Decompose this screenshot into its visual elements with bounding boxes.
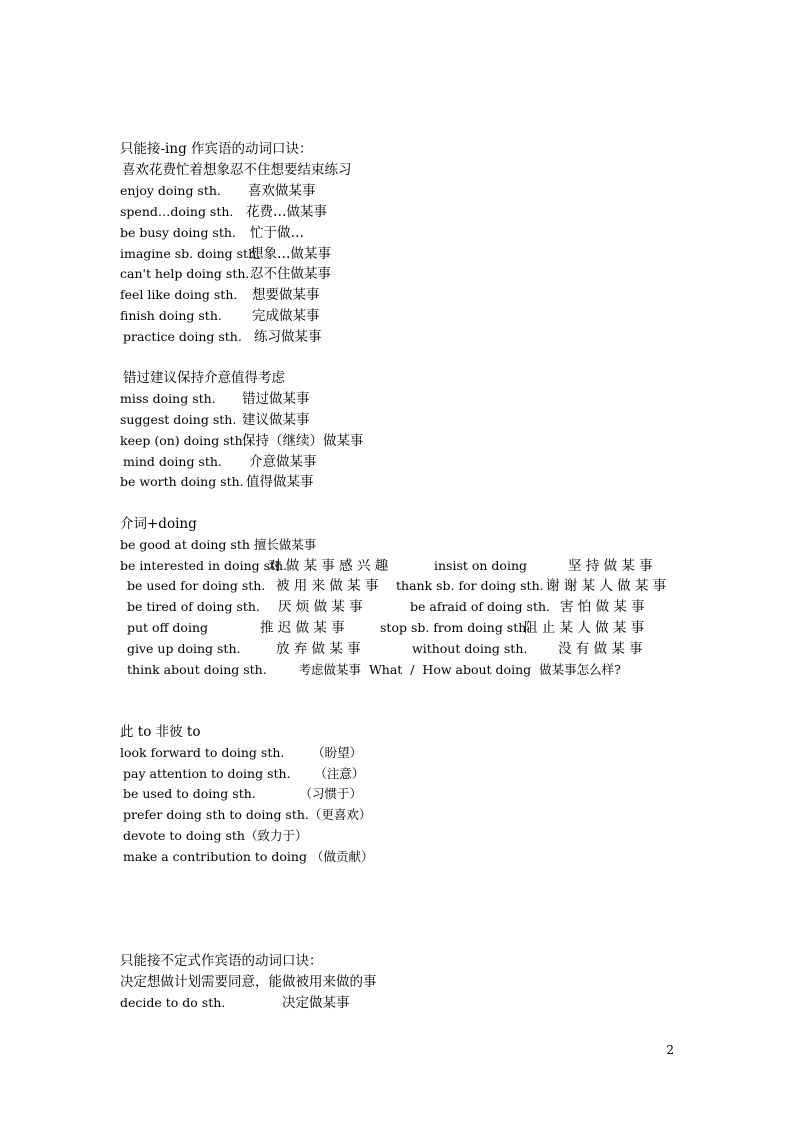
list-item: be used for doing sth. bbox=[127, 578, 266, 593]
list-item-translation: 想象…做某事 bbox=[250, 246, 331, 262]
list-item: prefer doing sth to doing sth.（更喜欢） bbox=[123, 807, 372, 822]
list-item-translation: 被 用 来 做 某 事 bbox=[276, 578, 379, 594]
list-item: decide to do sth. bbox=[120, 995, 226, 1010]
list-item: mind doing sth. bbox=[123, 454, 222, 469]
list-item-translation: 对 做 某 事 感 兴 趣 bbox=[268, 558, 389, 574]
list-item: enjoy doing sth. bbox=[120, 183, 221, 198]
list-item: be good at doing sth 擅长做某事 bbox=[120, 537, 317, 552]
list-item: put off doing bbox=[127, 620, 209, 635]
list-item: imagine sb. doing sth. bbox=[120, 246, 261, 261]
list-item-translation: 决定做某事 bbox=[282, 995, 350, 1011]
list-item: feel like doing sth. bbox=[120, 287, 238, 302]
list-item-translation: 没 有 做 某 事 bbox=[558, 641, 643, 657]
list-item: can't help doing sth. bbox=[120, 266, 250, 281]
list-item: without doing sth. bbox=[412, 641, 528, 656]
list-item-translation: 谢 谢 某 人 做 某 事 bbox=[546, 578, 667, 594]
mnemonic: 错过建议保持介意值得考虑 bbox=[123, 370, 285, 386]
list-item-translation: 厌 烦 做 某 事 bbox=[278, 599, 363, 615]
mnemonic: 喜欢花费忙着想象忍不住想要结束练习 bbox=[122, 162, 352, 178]
page-number: 2 bbox=[666, 1043, 674, 1057]
list-item-translation: 坚 持 做 某 事 bbox=[568, 558, 653, 574]
list-item-translation: 介意做某事 bbox=[249, 454, 317, 470]
list-item: devote to doing sth（致力于） bbox=[123, 828, 308, 843]
list-item-translation: 保持（继续）做某事 bbox=[242, 433, 364, 449]
section-title: 此 to 非彼 to bbox=[120, 724, 201, 740]
list-item: be afraid of doing sth. bbox=[410, 599, 550, 614]
list-item: be interested in doing sth. bbox=[120, 558, 288, 573]
list-item: be used to doing sth. （习惯于） bbox=[123, 786, 362, 801]
list-item-translation: 喜欢做某事 bbox=[248, 183, 316, 199]
list-item: be worth doing sth. bbox=[120, 474, 244, 489]
list-item-translation: 放 弃 做 某 事 bbox=[276, 641, 361, 657]
list-item-translation: 错过做某事 bbox=[242, 391, 310, 407]
list-item-translation: 值得做某事 bbox=[246, 474, 314, 490]
list-item-translation: 想要做某事 bbox=[252, 287, 320, 303]
list-item-translation: 练习做某事 bbox=[254, 329, 322, 345]
list-item: keep (on) doing sth. bbox=[120, 433, 247, 448]
list-item: stop sb. from doing sth. bbox=[380, 620, 531, 635]
list-item: be busy doing sth. bbox=[120, 225, 236, 240]
list-item-translation: 推 迟 做 某 事 bbox=[260, 620, 345, 636]
section-title: 只能接不定式作宾语的动词口诀： bbox=[120, 953, 323, 969]
list-item-translation: 建议做某事 bbox=[242, 412, 310, 428]
list-item-translation: 阻 止 某 人 做 某 事 bbox=[524, 620, 645, 636]
list-item: give up doing sth. bbox=[127, 641, 241, 656]
list-item: pay attention to doing sth. （注意） bbox=[123, 766, 365, 781]
list-item: suggest doing sth. bbox=[120, 412, 237, 427]
list-item: miss doing sth. bbox=[120, 391, 216, 406]
list-item-translation: 完成做某事 bbox=[252, 308, 320, 324]
list-item: think about doing sth. 考虑做某事 What / How about doing 做某事怎么样? bbox=[127, 662, 621, 677]
list-item: look forward to doing sth. （盼望） bbox=[120, 745, 363, 760]
list-item-translation: 忍不住做某事 bbox=[250, 266, 331, 282]
list-item: finish doing sth. bbox=[120, 308, 222, 323]
list-item: practice doing sth. bbox=[123, 329, 242, 344]
list-item: be tired of doing sth. bbox=[127, 599, 260, 614]
section-title: 只能接-ing 作宾语的动词口诀： bbox=[120, 141, 313, 157]
list-item-translation: 忙于做… bbox=[250, 225, 304, 241]
list-item: insist on doing bbox=[434, 558, 527, 573]
list-item-translation: 害 怕 做 某 事 bbox=[560, 599, 645, 615]
list-item: thank sb. for doing sth. bbox=[396, 578, 544, 593]
list-item: spend…doing sth. bbox=[120, 204, 234, 219]
mnemonic: 决定想做计划需要同意，能做被用来做的事 bbox=[120, 974, 377, 990]
list-item: make a contribution to doing （做贡献） bbox=[123, 849, 374, 864]
section-title: 介词+doing bbox=[120, 516, 197, 532]
list-item-translation: 花费…做某事 bbox=[246, 204, 327, 220]
